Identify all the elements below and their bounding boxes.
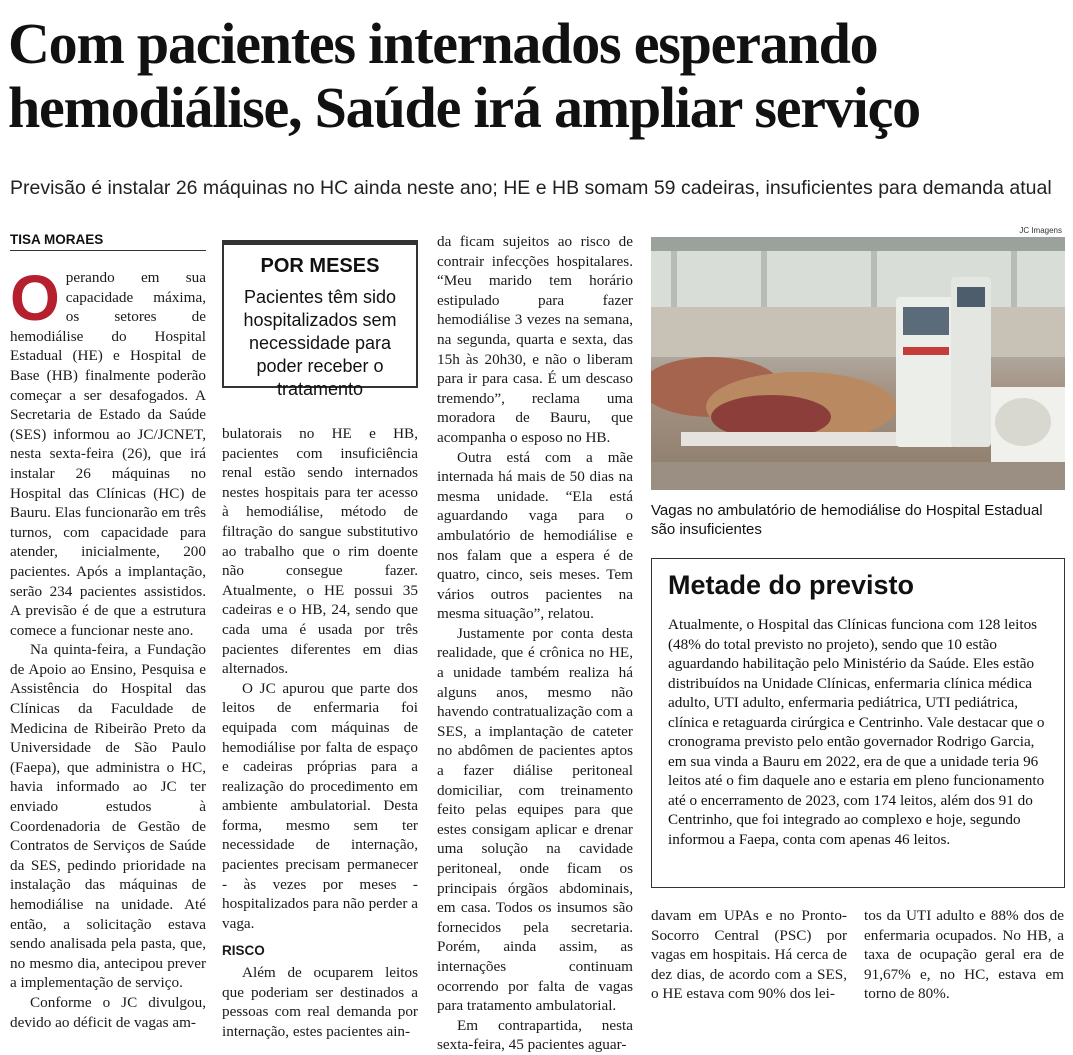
headline: Com pacientes internados esperando hemodiálise, Saúde irá ampliar serviço [8,11,920,140]
paragraph: bulatorais no HE e HB, pacientes com insuficiência renal estão sendo internados nestes hospitais para ter acesso à hemodiálise, método de filtração do sangue substitutivo ao trabalho que o rim doente não consegue fazer. Atualmente, o HE possui 35 cadeiras e o HB, 24, sendo que cada uma é usada por três pacientes diferentes em dias alternados. [222,425,418,678]
paragraph: Outra está com a mãe internada há mais de 50 dias na mesma unidade. “Ela está aguardando vaga para o ambulatório de hemodiálise e nos falam que a espera é de quatro, cinco, seis meses. Tem vários outros pacientes na mesma situação”, relatou. [437,448,633,623]
photo-credit: JC Imagens [1019,226,1062,235]
article-column-2 [222,424,418,1041]
paragraph: Em contrapartida, nesta sexta-feira, 45 pacientes aguar- [437,1016,633,1054]
byline: TISA MORAES [10,232,206,251]
subhead-risco: RISCO [222,943,265,959]
sidebar-text: Atualmente, o Hospital das Clínicas funciona com 128 leitos (48% do total previsto no projeto), sendo que 10 estão aguardando habilitação pelo Ministério da Saúde. Eles estão distribuídos na Unidade Clínicas, enfermaria clínica médica adulto, UTI adulto, enfermaria pediátrica, UTI pediátrica, clínica e retaguarda cirúrgica e Centrinho. Vale destacar que o cronograma previsto pelo então governador Rodrigo Garcia, em sua vinda a Bauru em 2022, era de que a unidade teria 96 leitos até o fim daquele ano e estaria em pleno funcionamento até o encerramento de 2023, com 174 leitos, além dos 91 do Centrinho, que foi integrado ao complexo e hoje, segundo informou a Faepa, conta com apenas 46 leitos. [668,616,1045,848]
paragraph: da ficam sujeitos ao risco de contrair infecções hospitalares. “Meu marido tem horário estipulado para fazer hemodiálise 3 vezes na semana, na segunda, quarta e sexta, das 15h às 20h30, e não o liberam para ir para casa. É um descaso tremendo”, reclama uma moradora de Bauru, que acompanha o esposo no HB. [437,233,633,446]
sidebar-title: Metade do previsto [668,570,915,600]
paragraph: Além de ocuparem leitos que poderiam ser destinados a pessoas com real demanda por internação, estes pacientes ain- [222,964,418,1040]
paragraph: Justamente por conta desta realidade, que é crônica no HE, a unidade também realiza há alguns anos, mesmo não havendo contratualização com a SES, a implantação de cateter no abdômen de pacientes aptos a fazer diálise peritoneal domiciliar, com treinamento feito pelas equipes para que estes consigam aplicar e drenar uma solução na cavidade peritoneal, onde ficam os principais órgãos abdominais, em casa. Todos os insumos são fornecidos pela secretaria. Porém, ainda assim, as internações continuam ocorrendo por falta de vagas para tratamento ambulatorial. [437,624,633,1015]
pull-quote-kicker: POR MESES [260,255,380,277]
sidebar-box [651,558,1065,888]
deck-subtitle: Previsão é instalar 26 máquinas no HC ainda neste ano; HE e HB somam 59 cadeiras, insuficientes para demanda atual [10,177,1052,199]
photo-illustration [651,237,1065,490]
paragraph: davam em UPAs e no Pronto-Socorro Central (PSC) por vagas em hospitais. Há cerca de dez dias, de acordo com a SES, o HE estava com 90% dos lei- [651,907,847,1003]
article-column-5 [864,906,1064,1004]
paragraph: O JC apurou que parte dos leitos de enfermaria foi equipada com máquinas de hemodiálise por falta de espaço e cadeiras próprias para a realização do procedimento em ambiente ambulatorial. Desta forma, mesmo sem ter necessidade de internação, pacientes precisam permanecer - às vezes por meses - hospitalizados para não perder a vaga. [222,679,418,932]
lead-paragraph [10,262,206,640]
pull-quote-box [222,240,418,399]
article-column-3 [437,232,633,1055]
hemodialysis-ward-photo [651,237,1065,490]
pull-quote-text: Pacientes têm sido hospitalizados sem necessidade para poder receber o tratamento [243,287,397,399]
lead-text: perando em sua capacidade máxima, os setores de hemodiálise do Hospital Estadual (HE) e Hospital de Base (HB) finalmente poderão começar a ser desafogados. A Secretaria de Estado da Saúde (SES) informou ao JC/JCNET, nesta sexta-feira (26), que irá instalar 26 máquinas no Hospital das Clínicas (HC) de Bauru. Elas funcionarão em três turnos, com capacidade para atender, inicialmente, 200 pacientes. Após a implantação, serão 234 pacientes assistidos. A previsão é de que a estrutura comece a funcionar neste ano. [10,269,206,639]
article-column-4 [651,906,847,1004]
article-column-1 [10,262,206,1032]
paragraph: tos da UTI adulto e 88% dos de enfermaria ocupados. No HB, a taxa de ocupação geral era de 91,67% e, no HC, estava em torno de 80%. [864,907,1064,1003]
photo-caption: Vagas no ambulatório de hemodiálise do Hospital Estadual são insuficientes [651,502,1043,538]
drop-cap: O [10,262,60,334]
paragraph: Conforme o JC divulgou, devido ao déficit de vagas am- [10,993,206,1031]
paragraph: Na quinta-feira, a Fundação de Apoio ao Ensino, Pesquisa e Assistência do Hospital das Clínicas da Faculdade de Medicina de Ribeirão Preto da Universidade de São Paulo (Faepa), que administra o HC, havia informado ao JC ter enviado estudos à Coordenadoria de Gestão de Contratos de Serviços de Saúde da SES, pedindo prioridade na instalação das máquinas de hemodiálise na unidade. Até então, a solicitação estava sendo analisada pela pasta, que, no mesmo dia, antecipou prever a implementação de serviço. [10,641,206,992]
